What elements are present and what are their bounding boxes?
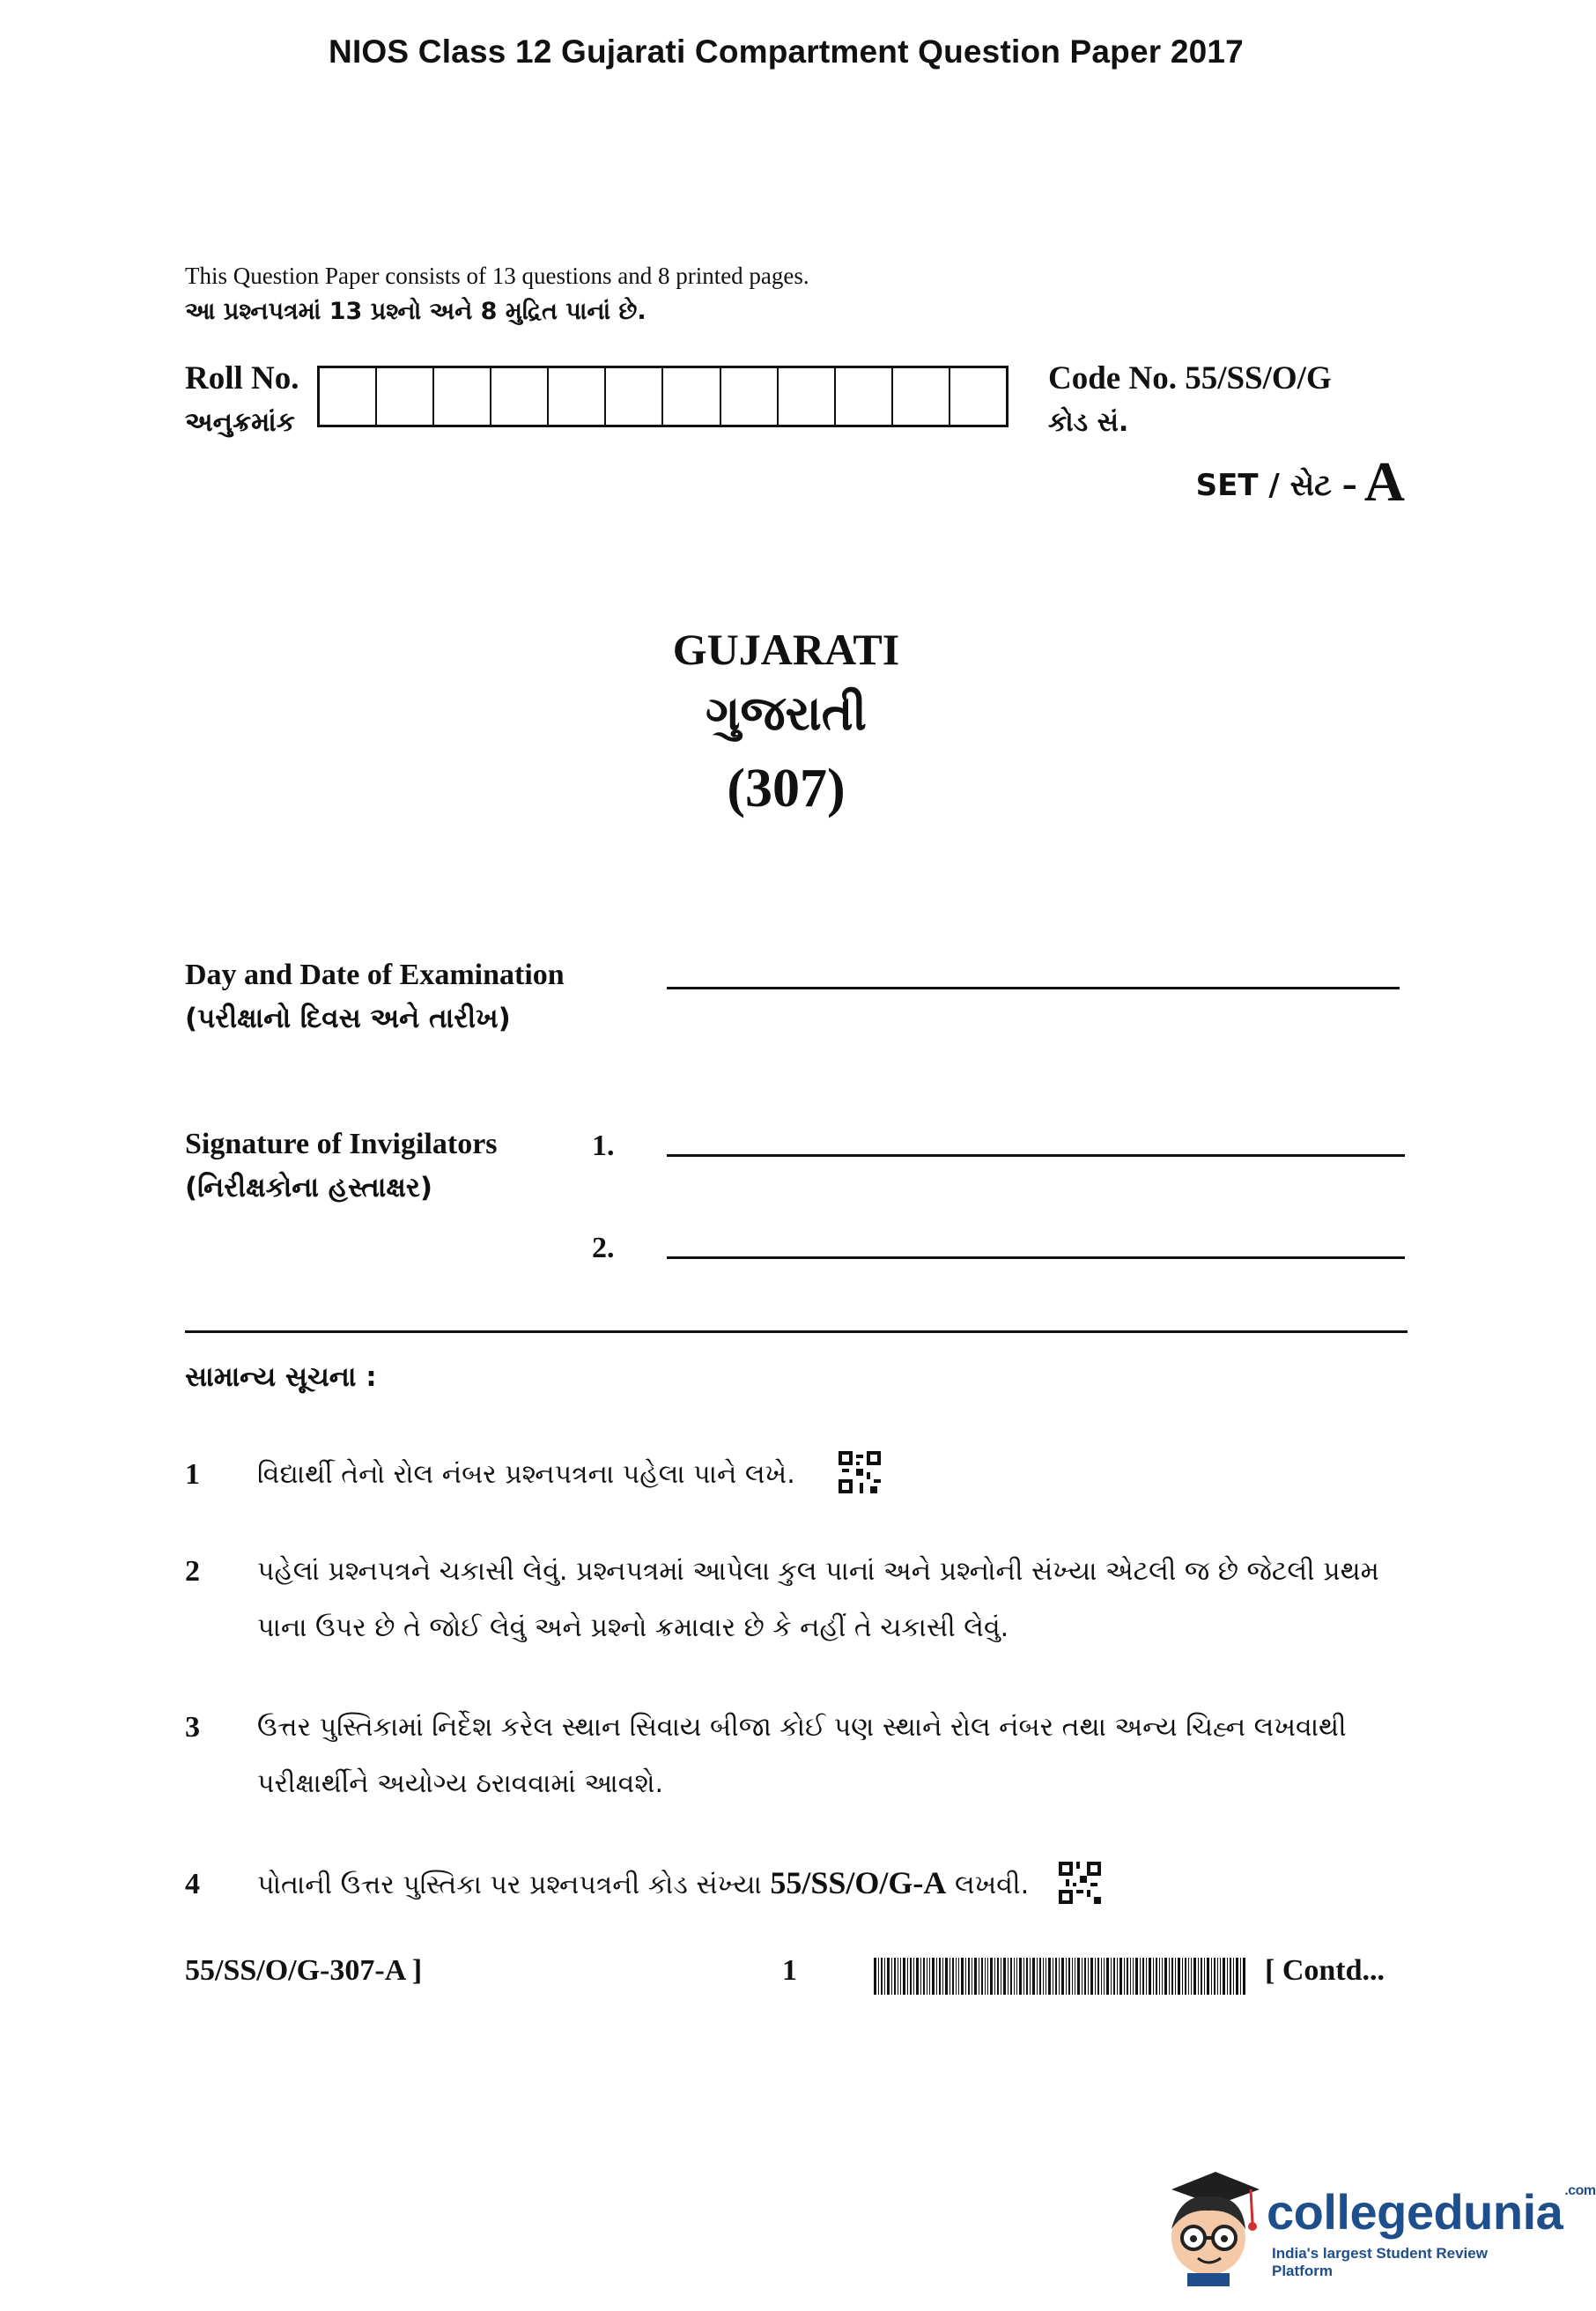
instruction-text <box>257 1855 1411 1914</box>
exam-date-line[interactable] <box>667 987 1400 989</box>
roll-box[interactable] <box>549 368 606 425</box>
instruction-number: 1 <box>185 1458 200 1491</box>
roll-box[interactable] <box>320 368 377 425</box>
subject-name-english: GUJARATI <box>672 625 900 674</box>
code-number: Code No. 55/SS/O/G <box>1048 360 1332 396</box>
instruction-text <box>257 1447 1411 1503</box>
footer-paper-code: 55/SS/O/G-307-A ] <box>185 1954 423 1987</box>
paper-info-gujarati: આ પ્રશ્નપત્રમાં 13 પ્રશ્નો અને 8 મુદ્રિત પાનાં છે. <box>185 298 647 325</box>
roll-box[interactable] <box>377 368 434 425</box>
invigilator-label: Signature of Invigilators <box>185 1128 498 1160</box>
roll-box[interactable] <box>836 368 893 425</box>
exam-date-label-gujarati: (પરીક્ષાનો દિવસ અને તારીખ) <box>185 1003 511 1034</box>
instruction-number: 3 <box>185 1711 200 1744</box>
roll-box[interactable] <box>606 368 663 425</box>
roll-box[interactable] <box>893 368 950 425</box>
roll-box[interactable] <box>779 368 836 425</box>
roll-no-label-gujarati: અનુક્રમાંક <box>185 407 295 438</box>
code-number-gujarati: કોડ સં. <box>1048 407 1129 438</box>
paper-info-english: This Question Paper consists of 13 questions and 8 printed pages. <box>185 263 809 289</box>
set-letter: A <box>1363 450 1405 513</box>
roll-box[interactable] <box>721 368 779 425</box>
qr-code-icon <box>839 1451 881 1493</box>
page-number: 1 <box>782 1954 797 1987</box>
instruction-4-code: 55/SS/O/G-A <box>770 1865 947 1900</box>
roll-box[interactable] <box>663 368 720 425</box>
roll-no-label: Roll No. <box>185 360 299 396</box>
instruction-2-text: પહેલાં પ્રશ્નપત્રને ચકાસી લેવું. પ્રશ્નપત્રમાં આપેલા કુલ પાનાં અને પ્રશ્નોની સંખ્યા એટલી જ છે જેટલી પ્રથમ પાના ઉપર છે તે જોઈ લેવું અને પ્રશ્નો ક્રમાવાર છે કે નહીં તે ચકાસી લેવું. <box>257 1556 1379 1643</box>
logo-tld: .com <box>1564 2183 1596 2198</box>
section-divider <box>185 1330 1408 1333</box>
subject-code: (307) <box>727 759 846 818</box>
roll-number-boxes[interactable] <box>317 366 1009 427</box>
set-indicator <box>1196 449 1405 515</box>
instructions-heading: સામાન્ય સૂચના : <box>185 1361 377 1393</box>
exam-date-label: Day and Date of Examination <box>185 959 565 991</box>
qr-code-icon <box>1059 1862 1101 1904</box>
subject-name-gujarati: ગુજરાતી <box>706 685 867 741</box>
barcode <box>874 1958 1245 1995</box>
logo-wordmark: collegedunia <box>1267 2184 1563 2240</box>
invigilator-signature-line-1[interactable] <box>667 1154 1405 1157</box>
instruction-4-text-after: લખવી. <box>954 1870 1030 1900</box>
mascot-icon <box>1154 2154 1260 2286</box>
instruction-number: 4 <box>185 1868 200 1900</box>
collegedunia-logo[interactable] <box>1154 2150 1596 2300</box>
invigilator-label-gujarati: (નિરીક્ષકોના હસ્તાક્ષર) <box>185 1172 433 1204</box>
logo-tagline: India's largest Student Review Platform <box>1272 2245 1488 2279</box>
instruction-number: 2 <box>185 1555 200 1588</box>
set-label: SET / સેટ – <box>1195 468 1357 503</box>
continued-label: [ Contd... <box>1265 1954 1385 1987</box>
invigilator-number-2: 2. <box>592 1232 615 1264</box>
invigilator-number-1: 1. <box>592 1130 615 1162</box>
roll-box[interactable] <box>491 368 549 425</box>
roll-box[interactable] <box>434 368 491 425</box>
instruction-3-text: ઉત્તર પુસ્તિકામાં નિર્દેશ કરેલ સ્થાન સિવાય બીજા કોઈ પણ સ્થાને રોલ નંબર તથા અન્ય ચિહ્ન લખવાથી પરીક્ષાર્થીને અયોગ્ય ઠરાવવામાં આવશે. <box>257 1712 1347 1799</box>
instruction-4-text-before: પોતાની ઉત્તર પુસ્તિકા પર પ્રશ્નપત્રની કોડ સંખ્યા <box>257 1870 762 1900</box>
roll-box[interactable] <box>950 368 1006 425</box>
invigilator-signature-line-2[interactable] <box>667 1256 1405 1259</box>
document-title: NIOS Class 12 Gujarati Compartment Question Paper 2017 <box>329 33 1244 70</box>
instruction-1-text: વિદ્યાર્થી તેનો રોલ નંબર પ્રશ્નપત્રના પહેલા પાને લખે. <box>257 1459 795 1490</box>
